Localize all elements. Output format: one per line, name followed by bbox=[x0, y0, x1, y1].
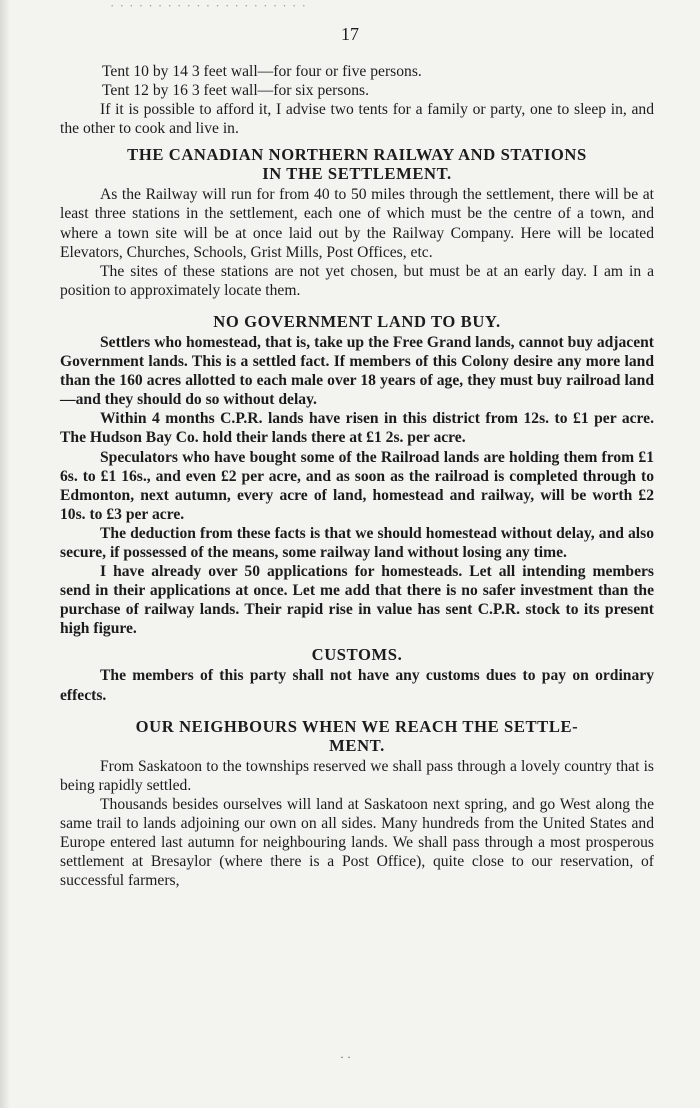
tent-advice-paragraph: If it is possible to afford it, I advise two tents for a family or party, one to sleep in, and the other to cook and live in. bbox=[60, 101, 654, 138]
neighbours-paragraph-1: From Saskatoon to the townships reserved we shall pass through a lovely country that is being rapidly settled. bbox=[60, 757, 654, 794]
page-number: 17 bbox=[341, 24, 359, 44]
tent-size-line-1: Tent 10 by 14 3 feet wall—for four or five persons. bbox=[102, 63, 422, 80]
government-land-heading: NO GOVERNMENT LAND TO BUY. bbox=[213, 311, 501, 331]
footer-mark: · · bbox=[340, 1050, 351, 1064]
railway-paragraph-2: The sites of these stations are not yet chosen, but must be at an early day. I am in a position to approximately locate them. bbox=[60, 262, 654, 299]
page-binding-edge bbox=[0, 0, 10, 1108]
customs-paragraph: The members of this party shall not have any customs dues to pay on ordinary effects. bbox=[60, 667, 654, 704]
government-land-paragraph-1: Settlers who homestead, that is, take up the Free Grand lands, cannot buy adjacent Government lands. This is a settled fact. If members of this Colony desire any more land than the 160 acres allotted to each male over 18 years of age, they must buy railroad land—and they should do so without delay. bbox=[60, 333, 654, 409]
railway-heading-line-1: THE CANADIAN NORTHERN RAILWAY AND STATIONS bbox=[127, 145, 587, 165]
neighbours-heading bbox=[60, 717, 654, 755]
railway-heading-line-2: IN THE SETTLEMENT. bbox=[262, 164, 452, 184]
neighbours-heading-line-1: OUR NEIGHBOURS WHEN WE REACH THE SETTLE- bbox=[135, 716, 579, 736]
neighbours-paragraph-2: Thousands besides ourselves will land at Saskatoon next spring, and go West along the same trail to lands adjoining our own on all sides. Many hundreds from the United States and Europe entered last autumn for neighbouring lands. We shall pass through a most prosperous settlement at Bresaylor (where there is a Post Office), quite close to our reservation, of successful farmers, bbox=[60, 795, 654, 890]
customs-heading: CUSTOMS. bbox=[311, 645, 403, 665]
neighbours-heading-line-2: MENT. bbox=[329, 735, 385, 755]
government-land-paragraph-3: Speculators who have bought some of the Railroad lands are holding them from £1 6s. to £1 16s., and even £2 per acre, and as soon as the railroad is completed through to Edmonton, next autumn, every acre of land, homestead and railway, will be worth £2 10s. to £3 per acre. bbox=[60, 448, 654, 523]
government-land-paragraph-4: The deduction from these facts is that we should homestead without delay, and also secure, if possessed of the means, some railway land without losing any time. bbox=[60, 524, 654, 561]
government-land-paragraph-2: Within 4 months C.P.R. lands have risen in this district from 12s. to £1 per acre. The Hudson Bay Co. hold their lands there at £1 2s. per acre. bbox=[60, 410, 654, 447]
railway-paragraph-1: As the Railway will run for from 40 to 50 miles through the settlement, there will be at least three stations in the settlement, each one of which must be the centre of a town, and where a town site will be at once laid out by the Railway Company. Here will be located Elevators, Churches, Schools, Grist Mills, Post Offices, etc. bbox=[60, 186, 654, 261]
tent-size-line-2: Tent 12 by 16 3 feet wall—for six persons. bbox=[102, 82, 369, 100]
government-land-paragraph-5: I have already over 50 applications for homesteads. Let all intending members send in their applications at once. Let me add that there is no safer investment than the purchase of railway lands. Their rapid rise in value has sent C.P.R. stock to its present high figure. bbox=[60, 563, 654, 638]
page-content bbox=[60, 62, 654, 890]
bleed-through-text: · · · · · · · · · · · · · · · · · · · · · bbox=[110, 0, 307, 12]
railway-heading bbox=[60, 145, 654, 183]
